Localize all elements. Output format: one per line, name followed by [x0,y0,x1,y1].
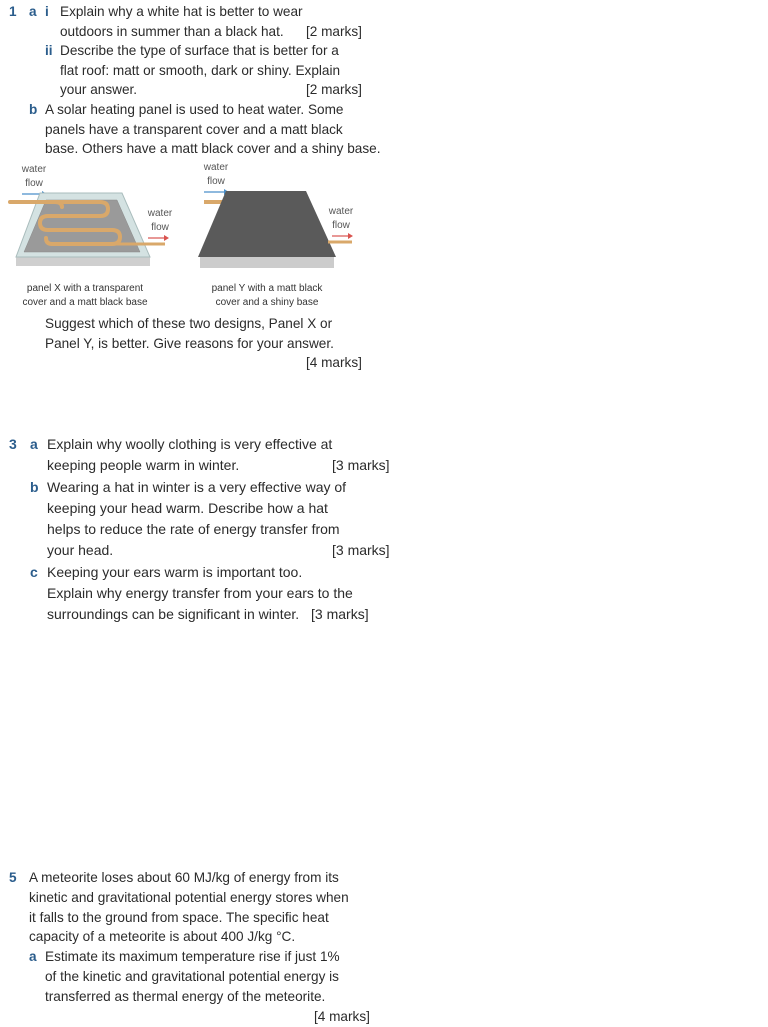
text-line: transferred as thermal energy of the meteorite. [45,988,326,1004]
text-line: Explain why energy transfer from your ears to the [47,585,353,601]
text-line: your answer. [60,82,138,98]
text-line-content: surroundings can be significant in winter. [47,606,300,622]
text-line: Estimate its maximum temperature rise if just 1% [45,949,340,964]
label-line: water [21,164,47,175]
subpart-label-i: i [45,4,49,19]
panel-x-caption [10,282,160,310]
question-1b-text [45,100,381,159]
text-line: helps to reduce the rate of energy transfer from [47,521,340,537]
panel-x-diagram [0,180,190,275]
text-line: of the kinetic and gravitational potential energy is [45,968,339,984]
label-line: flow [332,220,350,231]
text-line: your head. [47,542,114,558]
text-line: flat roof: matt or smooth, dark or shiny. Explain [60,62,341,78]
question-5 [0,868,380,1024]
marks-label: [4 marks] [306,355,362,370]
part-label-a: a [29,4,37,19]
part-label-a: a [30,436,38,452]
text-line: panels have a transparent cover and a matt black [45,121,343,137]
question-number: 3 [9,436,17,452]
text-line: Explain why woolly clothing is very effective at [47,436,333,452]
text-line: Keeping your ears warm is important too. [47,564,303,580]
text-line: A solar heating panel is used to heat water. Some [45,102,344,117]
outflow-arrowhead [164,235,169,241]
panel-y-diagram [190,180,370,275]
label-line: water [328,206,354,217]
panel-y-caption [192,282,342,310]
part-label-a: a [29,949,37,964]
marks-label: [2 marks] [306,82,362,97]
text-line: Suggest which of these two designs, Panel X or [45,316,333,331]
text-line: Wearing a hat in winter is a very effective way of [47,479,347,495]
question-3a-text [47,434,332,476]
panel-y-shiny-base [200,256,334,268]
label-line: flow [151,222,169,233]
marks-label: [4 marks] [314,1009,370,1024]
marks-label: [2 marks] [306,23,362,39]
marks-label: [3 marks] [332,457,390,473]
text-line: base. Others have a matt black cover and a shiny base. [45,141,381,157]
text-line: Describe the type of surface that is better for a [60,43,339,58]
question-number: 1 [9,4,17,19]
text-line: kinetic and gravitational potential energy stores when [29,889,349,905]
caption-line: cover and a matt black base [22,297,148,308]
text-line: keeping your head warm. Describe how a hat [47,500,328,516]
caption-line: cover and a shiny base [215,297,319,308]
label-line: flow [207,176,225,187]
question-5-stem [29,868,349,947]
part-label-c: c [30,564,38,580]
text-line: keeping people warm in winter. [47,457,240,473]
text-line: capacity of a meteorite is about 400 J/kg °C. [29,929,296,945]
text-line: Panel Y, is better. Give reasons for your answer. [45,335,334,351]
question-number: 5 [9,870,17,885]
text-line: A meteorite loses about 60 MJ/kg of energy from its [29,870,339,885]
text-line [47,604,369,625]
label-line: water [147,208,173,219]
text-line: Explain why a white hat is better to wear [60,4,303,19]
question-3c-text [47,562,369,625]
label-line: flow [25,178,43,189]
label-line: water [203,162,229,173]
marks-label: [3 marks] [311,606,369,622]
text-line-content: outdoors in summer than a black hat. [60,23,284,39]
question-3b-text [47,477,346,561]
part-label-b: b [30,479,39,495]
question-3 [0,434,400,634]
text-line: it falls to the ground from space. The specific heat [29,909,329,925]
caption-line: panel X with a transparent [26,283,144,294]
caption-line: panel Y with a matt black [211,283,323,294]
outflow-arrowhead [348,233,353,239]
part-label-b: b [29,102,38,117]
marks-label: [3 marks] [332,542,390,558]
question-5a-text [45,947,340,1006]
subpart-label-ii: ii [45,43,53,58]
